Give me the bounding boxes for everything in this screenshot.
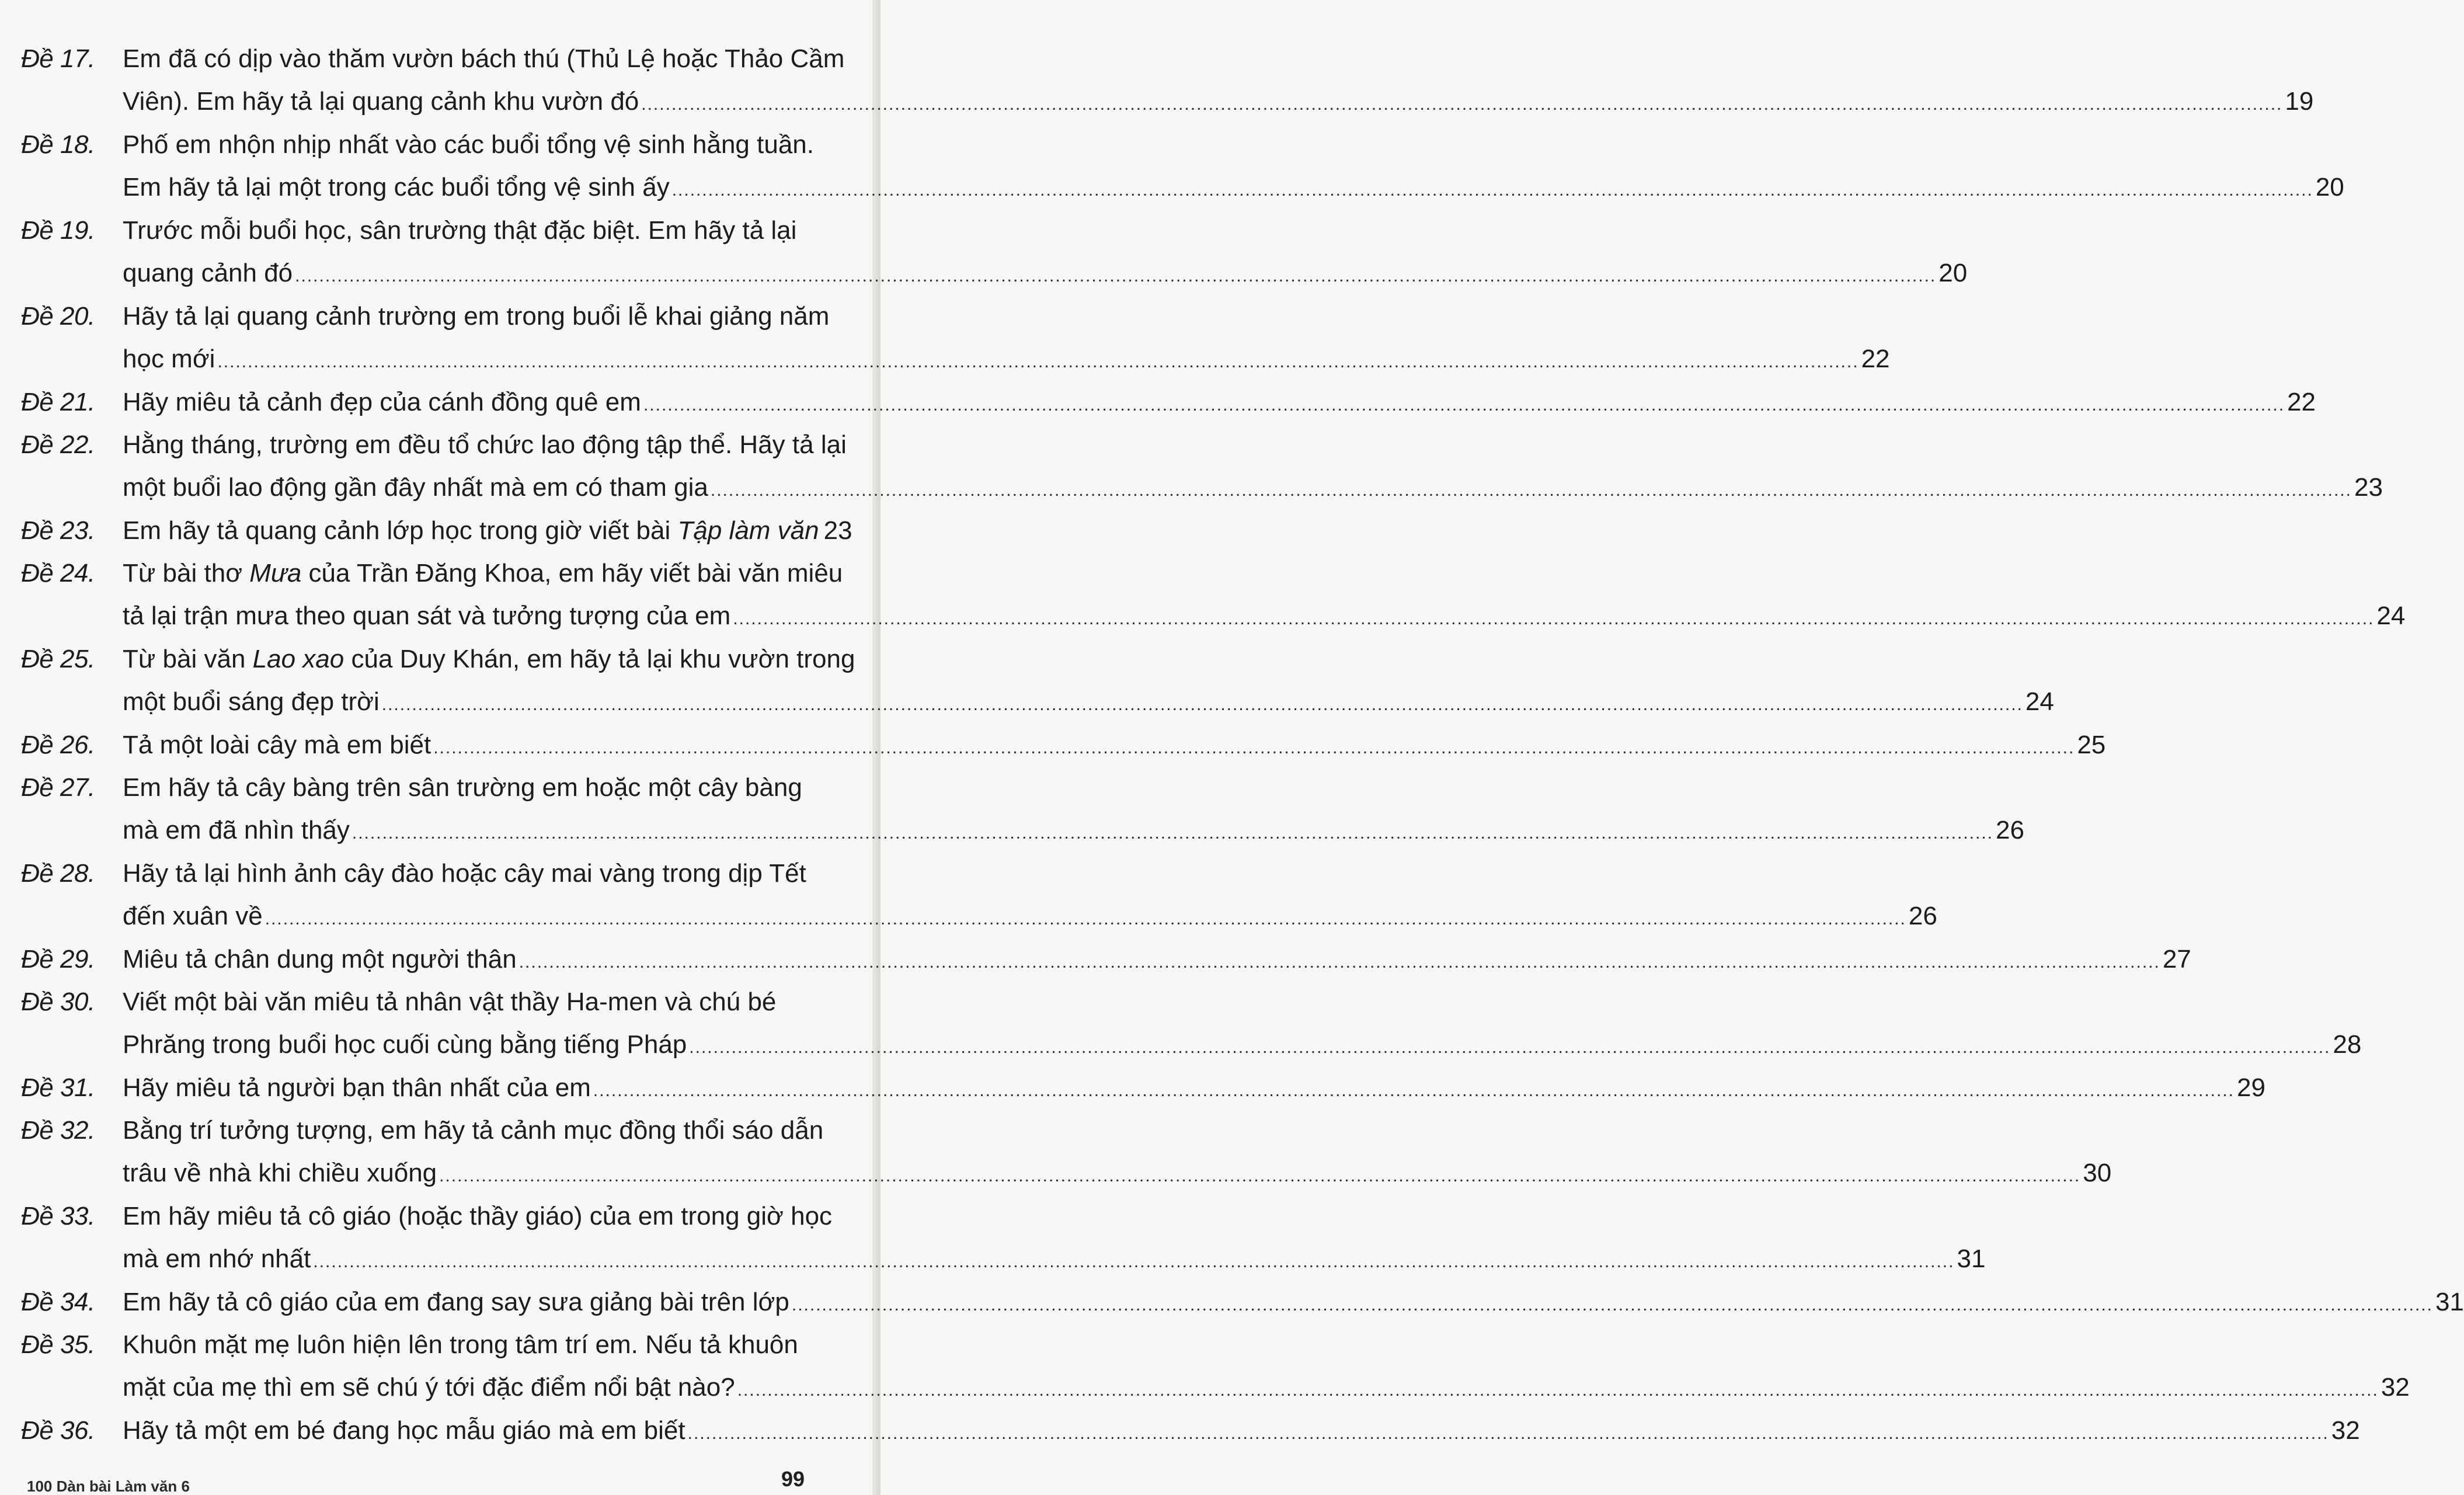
toc-dot-leader (643, 384, 2285, 426)
toc-dot-leader (295, 255, 1936, 297)
toc-entry-text (123, 338, 215, 380)
toc-entry-label: Đề 24. (21, 559, 95, 587)
toc-entry-line-2 (123, 338, 1890, 380)
toc-entry-text (123, 509, 819, 552)
toc-entry-line-1 (123, 509, 852, 552)
toc-entry-text-part: Hãy miêu tả cảnh đẹp của cánh đồng quê em (123, 388, 641, 416)
toc-entry-text (123, 1237, 311, 1280)
toc-entry-text-part: Phrăng trong buổi học cuối cùng bằng tiếng Pháp (123, 1030, 687, 1059)
toc-entry-label: Đề 32. (21, 1116, 95, 1145)
toc-entry-text-part: Em hãy tả cô giáo của em đang say sưa giảng bài trên lớp (123, 1288, 789, 1316)
toc-entry-text: Phố em nhộn nhịp nhất vào các buổi tổng vệ sinh hằng tuần. (123, 130, 814, 159)
toc-entry-label: Đề 33. (21, 1202, 95, 1230)
toc-entry-text (123, 938, 517, 981)
toc-entry-label: Đề 30. (21, 988, 95, 1016)
toc-entry-line-1 (123, 1409, 2360, 1452)
toc-entry-text-part: Em hãy tả lại một trong các buổi tổng vệ sinh ấy (123, 173, 670, 201)
toc-entry-label: Đề 29. (21, 945, 95, 974)
toc-dot-leader (313, 1240, 1954, 1283)
toc-entry-text (123, 1409, 685, 1452)
toc-entry-text-part: Miêu tả chân dung một người thân (123, 945, 517, 974)
toc-entry-text (123, 1066, 591, 1109)
toc-dot-leader (792, 1284, 2433, 1326)
toc-entry-line-2 (123, 680, 2054, 723)
toc-entry-label: Đề 19. (21, 216, 95, 245)
toc-entry-line-1 (123, 123, 833, 166)
toc-entry-text (123, 166, 670, 208)
toc-entry-label: Đề 23. (21, 516, 95, 545)
toc-entry-line-2 (123, 594, 2406, 637)
toc-entry-text-part: mặt của mẹ thì em sẽ chú ý tới đặc điểm nổi bật nào? (123, 1373, 735, 1402)
toc-entry-line-1 (123, 1195, 833, 1237)
toc-entry-text (123, 381, 641, 423)
toc-page-number: 25 (2077, 731, 2106, 759)
toc-page-number: 26 (1908, 902, 1937, 930)
toc-page-number: 22 (1861, 345, 1890, 373)
toc-entry-label: Đề 25. (21, 645, 95, 673)
toc-entry-italic-title: Mưa (249, 559, 302, 587)
toc-entry-text-part: Từ bài văn (123, 645, 253, 673)
toc-entry-text: Viết một bài văn miêu tả nhân vật thầy Ha-men và chú bé (123, 988, 777, 1016)
toc-entry-text: Em hãy tả cây bàng trên sân trường em hoặc một cây bàng (123, 773, 802, 802)
toc-dot-leader (439, 1155, 2080, 1197)
toc-entry-text: Trước mỗi buổi học, sân trường thật đặc biệt. Em hãy tả lại (123, 216, 797, 245)
toc-entry-text (123, 594, 730, 637)
toc-entry-text-part: một buổi lao động gần đây nhất mà em có tham gia (123, 473, 708, 502)
toc-entry-text (123, 724, 431, 766)
footer-book-title: 100 Dàn bài Làm văn 6 (27, 1477, 190, 1495)
toc-entry-line-1 (123, 1109, 833, 1152)
toc-dot-leader (641, 83, 2282, 126)
toc-entry-text-part: Từ bài thơ (123, 559, 250, 587)
toc-entry-text (123, 559, 843, 587)
toc-entry-label: Đề 20. (21, 302, 95, 331)
toc-dot-leader (217, 340, 1859, 383)
toc-entry-text: Khuôn mặt mẹ luôn hiện lên trong tâm trí em. Nếu tả khuôn (123, 1330, 798, 1359)
toc-entry-line-1 (123, 1281, 2464, 1323)
toc-entry-text (123, 1281, 789, 1323)
toc-entry-text-part: Tả một loài cây mà em biết (123, 731, 431, 759)
toc-entry-text-part: Hãy tả một em bé đang học mẫu giáo mà em biết (123, 1416, 685, 1445)
toc-entry-text (123, 1366, 735, 1409)
toc-page-number: 27 (2162, 945, 2191, 974)
toc-entry-label: Đề 27. (21, 773, 95, 802)
toc-entry-line-1 (123, 1066, 2265, 1109)
toc-entry-line-1 (123, 981, 833, 1023)
toc-entry-text-part: Em hãy tả quang cảnh lớp học trong giờ viết bài (123, 516, 678, 545)
toc-entry-italic-title: Lao xao (252, 645, 344, 673)
toc-page-number: 26 (1996, 816, 2024, 844)
toc-entry-label: Đề 21. (21, 388, 95, 416)
toc-entry-text (123, 645, 855, 673)
toc-entry-text: Em đã có dịp vào thăm vườn bách thú (Thủ Lệ hoặc Thảo Cầm (123, 44, 845, 73)
toc-entry-text (123, 1023, 687, 1066)
toc-page-number: 32 (2331, 1416, 2360, 1445)
toc-entry-line-1 (123, 766, 833, 809)
toc-dot-leader (711, 469, 2352, 512)
toc-entry-text (123, 680, 380, 723)
toc-dot-leader (519, 941, 2160, 983)
toc-entry-line-2 (123, 1237, 1986, 1280)
toc-page-number: 30 (2083, 1159, 2112, 1187)
toc-entry-text-part: mà em nhớ nhất (123, 1244, 311, 1273)
toc-entry-line-1 (123, 1323, 833, 1366)
toc-dot-leader (352, 812, 1993, 854)
toc-entry-text (123, 809, 350, 851)
toc-entry-text (123, 1152, 437, 1194)
toc-page-number: 20 (2315, 173, 2344, 201)
footer-page-number: 99 (781, 1467, 805, 1491)
toc-entry-line-1 (123, 423, 847, 466)
toc-page-number: 23 (823, 516, 852, 545)
toc-entry-label: Đề 26. (21, 731, 95, 759)
toc-entry-text-part: của Duy Khán, em hãy tả lại khu vườn trong (344, 645, 855, 673)
toc-entry-line-2 (123, 1152, 2112, 1194)
toc-page-number: 24 (2025, 687, 2054, 716)
toc-dot-leader (433, 726, 2075, 769)
toc-entry-text-part: đến xuân về (123, 902, 263, 930)
toc-entry-text-part: trâu về nhà khi chiều xuống (123, 1159, 437, 1187)
toc-entry-text (123, 895, 263, 937)
toc-page-number: 20 (1939, 259, 1968, 287)
toc-page-number: 31 (2435, 1288, 2464, 1316)
toc-page-number: 23 (2354, 473, 2383, 502)
toc-dot-leader (593, 1069, 2235, 1112)
toc-entry-text-part: học mới (123, 345, 215, 373)
toc-entry-line-2 (123, 80, 2314, 123)
toc-page-number: 29 (2237, 1073, 2265, 1102)
toc-dot-leader (265, 898, 1906, 940)
toc-dot-leader (689, 1026, 2330, 1069)
toc-entry-text-part: Viên). Em hãy tả lại quang cảnh khu vườn đó (123, 87, 639, 116)
toc-dot-leader (737, 1369, 2379, 1411)
toc-entry-text-part: của Trần Đăng Khoa, em hãy viết bài văn miêu (301, 559, 843, 587)
toc-page-number: 31 (1957, 1244, 1986, 1273)
toc-entry-line-2 (123, 1023, 2362, 1066)
toc-dot-leader (672, 169, 2313, 211)
toc-entry-line-1 (123, 938, 2191, 981)
toc-entry-line-1 (123, 724, 2106, 766)
toc-entry-line-1 (123, 638, 855, 680)
toc-entry-italic-title: Tập làm văn (677, 516, 819, 545)
toc-entry-line-2 (123, 895, 1937, 937)
toc-entry-line-2 (123, 1366, 2410, 1409)
toc-entry-line-2 (123, 466, 2383, 509)
toc-page-number: 28 (2333, 1030, 2362, 1059)
toc-entry-label: Đề 36. (21, 1416, 95, 1445)
toc-page-number: 22 (2287, 388, 2316, 416)
toc-entry-label: Đề 28. (21, 859, 95, 888)
toc-entry-label: Đề 34. (21, 1288, 95, 1316)
toc-entry-label: Đề 35. (21, 1330, 95, 1359)
toc-entry-line-1 (123, 552, 843, 594)
toc-dot-leader (688, 1412, 2329, 1455)
toc-entry-line-2 (123, 252, 1968, 294)
toc-entry-text-part: một buổi sáng đẹp trời (123, 687, 380, 716)
toc-page-number: 32 (2381, 1373, 2410, 1402)
toc-entry-text (123, 80, 639, 123)
toc-entry-text: Bằng trí tưởng tượng, em hãy tả cảnh mục đồng thổi sáo dẫn (123, 1116, 824, 1145)
toc-entry-text-part: mà em đã nhìn thấy (123, 816, 350, 844)
toc-entry-text-part: Hãy miêu tả người bạn thân nhất của em (123, 1073, 591, 1102)
toc-dot-leader (733, 597, 2374, 640)
toc-entry-line-1 (123, 37, 845, 80)
toc-entry-label: Đề 31. (21, 1073, 95, 1102)
toc-entry-line-1 (123, 852, 833, 895)
toc-entry-line-1 (123, 295, 833, 338)
toc-entry-text: Hãy tả lại quang cảnh trường em trong buổi lễ khai giảng năm (123, 302, 830, 331)
toc-dot-leader (382, 683, 2023, 726)
toc-entry-line-2 (123, 809, 2024, 851)
toc-entry-text: Em hãy miêu tả cô giáo (hoặc thầy giáo) của em trong giờ học (123, 1202, 833, 1230)
toc-entry-label: Đề 22. (21, 430, 95, 459)
toc-entry-label: Đề 17. (21, 44, 95, 73)
toc-entry-text: Hãy tả lại hình ảnh cây đào hoặc cây mai vàng trong dịp Tết (123, 859, 806, 888)
toc-entry-text (123, 466, 708, 509)
toc-page-number: 24 (2376, 602, 2406, 630)
toc-entry-text (123, 252, 293, 294)
toc-page-number: 19 (2285, 87, 2314, 116)
toc-entry-line-1 (123, 381, 2316, 423)
toc-entry-line-1 (123, 209, 833, 252)
toc-entry-label: Đề 18. (21, 130, 95, 159)
toc-entry-text: Hằng tháng, trường em đều tổ chức lao động tập thể. Hãy tả lại (123, 430, 847, 459)
toc-entry-line-2 (123, 166, 2344, 208)
toc-entry-text-part: tả lại trận mưa theo quan sát và tưởng tượng của em (123, 602, 731, 630)
toc-entry-text-part: quang cảnh đó (123, 259, 293, 287)
